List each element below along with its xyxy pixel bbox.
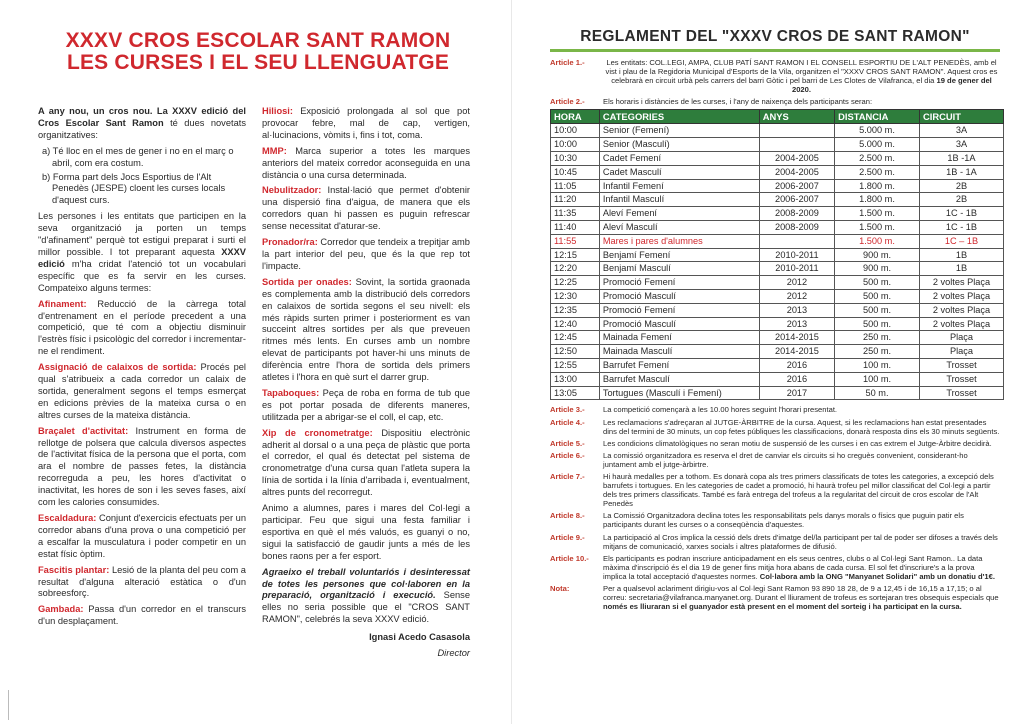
table-cell: 10:00 [551,138,600,152]
glossary-term: Braçalet d'activitat: [38,425,129,436]
glossary-term: Fascitis plantar: [38,564,110,575]
table-cell: 1.500 m. [835,221,920,235]
glossary-term: Sortida per onades: [262,276,352,287]
glossary-definition: Procés pel qual s'atribueix a cada corredor un calaix de sortida, generalment segons el temps esmerçat en edicions prèvies de la mateixa cursa o en altres curses de la mateixa distància. [38,362,246,420]
glossary-terms-1 [38,299,246,629]
article [550,533,1000,551]
thanks-bold: Agraeixo el treball voluntariós i desinteressat de totes les persones que col·laboren en la preparació, organització i execució. [262,566,470,601]
table-row [551,193,1004,207]
article-1-date: 19 de gener del 2020. [791,76,992,95]
table-cell: Aleví Masculí [599,221,759,235]
intro-lead: A any nou, un cros nou. [38,106,153,116]
table-cell: 10:45 [551,165,600,179]
table-cell: 2013 [759,303,834,317]
intro-paragraph [38,106,246,142]
glossary-term: Afinament: [38,298,87,309]
para2-bold: XXXV edició [38,246,246,269]
article-text [603,58,1000,94]
article-label: Article 3.- [550,405,585,415]
glossary-definition: Lesió de la planta del peu com a resultat d'alguna alteració estàtica o d'un sobreesforç. [38,564,246,599]
table-cell: 2006-2007 [759,179,834,193]
article-1-body: Les entitats: COL.LEGI, AMPA, CLUB PATÍ SANT RAMON I EL CONSELL ESPORTIU DE L'ALT PENEDÈS, amb el vist i plau de la Regidoria Municipal d'Esports de la Vila, organitzen el "XXXV CROS SANT RAMON". Aquest cros es celebrarà en circuit urbà pels carrers del barri Gòtic i pel barri de Les Clotes de Vilafranca, el dia [605,58,998,86]
glossary-definition: Instrument en forma de rellotge de polsera que calcula diversos aspectes de l'activitat física de la persona que el porta, com ara el nombre de passes fetes, la distància recorreguda a peu, les hores d'activitat o inactivitat, les hores de son i les seves fases, així com les calories consumides. [38,425,246,508]
table-cell: 100 m. [835,372,920,386]
table-header-row [551,110,1004,124]
table-cell: 13:00 [551,372,600,386]
table-row [551,276,1004,290]
schedule-table [550,109,1004,400]
table-cell: 11:20 [551,193,600,207]
table-cell [759,124,834,138]
glossary-entry [262,428,470,499]
table-row [551,234,1004,248]
table-cell: Barrufet Femení [599,359,759,373]
nota-body: Per a qualsevol aclariment dirigiu-vos al Col·legi Sant Ramon 93 890 18 28, de 9 a 12,45 i de 16,15 a 17,15; o al correu: secretaria@vilafranca.manyanet.org. Durant el lliurament de trofeus es sortejaran tres obsequis especials que [603,584,999,603]
table-row [551,248,1004,262]
table-cell: 12:30 [551,290,600,304]
glossary-entry [262,185,470,233]
table-cell: 1B - 1A [919,165,1003,179]
table-cell: 2010-2011 [759,248,834,262]
article [550,472,1000,508]
table-cell: Cadet Femení [599,152,759,166]
glossary-entry [262,388,470,424]
table-cell: Mares i pares d'alumnes [599,234,759,248]
title-line-1: XXXV CROS ESCOLAR SANT RAMON [65,29,451,52]
table-cell: 13:05 [551,386,600,400]
glossary-definition: Dispositiu electrònic adherit al dorsal o a una peça de plàstic que porta el corredor, el qual és detectat pel sistema de cronometratge d'una cursa quan l'atleta supera la línia de sortida i la línia d'arribada i, eventualment, altres punts del recorregut. [262,427,470,498]
glossary-entry [38,565,246,601]
article-2 [550,97,1000,106]
table-cell: 2008-2009 [759,207,834,221]
table-cell: Plaça [919,331,1003,345]
table-cell: 2B [919,179,1003,193]
para2-text: Les persones i les entitats que participen en la seva organització ja porten un temps "d'afinament" perquè tot estigui preparat i surti el millor possible. I tot preparant aquesta [38,211,246,257]
glossary-entry [38,604,246,628]
table-row [551,138,1004,152]
col-header-anys: ANYS [759,110,834,124]
table-row [551,152,1004,166]
table-cell: 12:20 [551,262,600,276]
articles-list [550,405,1000,550]
table-cell: 1B -1A [919,152,1003,166]
table-cell: 1C – 1B [919,234,1003,248]
table-cell: Infantil Femení [599,179,759,193]
article-text: La Comissió Organitzadora declina totes les responsabilitats pels danys morals o físics que puguin patir els participants durant les curses o a conseqüència d'aquestes. [603,511,964,530]
table-cell: 2017 [759,386,834,400]
right-page [512,0,1024,724]
rules-title: REGLAMENT DEL "XXXV CROS DE SANT RAMON" [580,28,970,45]
table-cell: 10:00 [551,124,600,138]
table-cell: 12:35 [551,303,600,317]
table-cell: 500 m. [835,317,920,331]
table-cell: Trosset [919,372,1003,386]
table-cell: 1C - 1B [919,207,1003,221]
article-text [603,554,1000,581]
table-cell: 1B [919,248,1003,262]
table-cell: 2004-2005 [759,165,834,179]
thanks-rest: Sense elles no seria possible que el "CROS SANT RAMON", celebrés la seva XXXV edició. [262,590,470,625]
title-underline [550,49,1000,52]
table-cell: 500 m. [835,303,920,317]
article-label: Article 9.- [550,532,585,542]
table-cell: 1.800 m. [835,193,920,207]
table-cell: 2013 [759,317,834,331]
article-text: La competició començarà a les 10.00 hores seguint l'horari presentat. [603,405,838,415]
col-header-categories: CATEGORIES [599,110,759,124]
glossary-term: Xip de cronometratge: [262,427,373,438]
table-cell: 12:50 [551,345,600,359]
article-text: La comissió organitzadora es reserva el dret de canviar els circuits si ho creguès convenient, considerant-ho juntament amb el jutge-àrbirtre. [603,450,968,469]
table-cell: 12:25 [551,276,600,290]
table-cell: 5.000 m. [835,124,920,138]
glossary-definition: Reducció de la càrrega total d'entrenament en el període precedent a una competició, que té com a objectiu disminuir l'estrès físic i psicològic del corredor i incrementar-ne el rendiment. [38,298,246,357]
table-cell: 2004-2005 [759,152,834,166]
table-cell: 2.500 m. [835,165,920,179]
article-1 [550,58,1000,94]
table-cell: 2012 [759,276,834,290]
table-cell: Mainada Masculí [599,345,759,359]
table-cell: 1.500 m. [835,207,920,221]
table-row [551,124,1004,138]
glossary-definition: Marca superior a totes les marques anteriors del mateix corredor aconseguida en una distància o una cursa determinada. [262,145,470,180]
nota-bold: només es lliuraran si el guanyador està present en el moment del sorteig i ha participat en la cursa. [603,602,962,612]
intro-paragraph-2 [38,211,246,294]
article [550,451,1000,469]
article [550,511,1000,529]
glossary-entry [38,299,246,359]
table-cell: 100 m. [835,359,920,373]
glossary-definition: Exposició prolongada al sol que pot provocar febre, mal de cap, vertigen, al·lucinacions, vòmits i, fins i tot, coma. [262,106,470,140]
table-cell: Promoció Masculí [599,317,759,331]
table-cell: 12:55 [551,359,600,373]
table-row [551,331,1004,345]
closing-paragraph: Animo a alumnes, pares i mares del Col·legi a participar. Feu que sigui una festa familiar i esportiva en què el més valuós, es guanyi o no, sigui la satisfacció de gaudir junts a més de les bones raons per a fer esport. [262,503,470,561]
table-cell: Trosset [919,359,1003,373]
table-cell: 500 m. [835,290,920,304]
table-cell: 2012 [759,290,834,304]
nota-label: Nota: [550,584,570,593]
table-cell: 1C - 1B [919,221,1003,235]
table-cell: Cadet Masculí [599,165,759,179]
table-cell: Plaça [919,345,1003,359]
table-cell: Senior (Masculí) [599,138,759,152]
table-row [551,179,1004,193]
table-cell: 2.500 m. [835,152,920,166]
table-cell: 12:40 [551,317,600,331]
novelties-list [38,146,246,208]
table-cell: 11:05 [551,179,600,193]
table-cell: 250 m. [835,331,920,345]
table-cell: 500 m. [835,276,920,290]
table-cell [759,138,834,152]
table-cell: 2 voltes Plaça [919,303,1003,317]
col-header-distancia: DISTANCIA [835,110,920,124]
glossary-definition: Passa d'un corredor en el transcurs d'un desplaçament. [38,604,246,627]
intro-edition: La XXXV edició del Cros Escolar Sant Ramon [38,106,246,128]
table-cell: 2016 [759,359,834,373]
glossary-terms-2 [262,106,470,499]
glossary-definition: Instal·lació que permet d'obtenir una dispersió fina d'aigua, de manera que els corredors quan hi passen es puguin refrescar sense necessitat d'aturar-se. [262,185,470,232]
article [550,405,1000,414]
glossary-definition: Peça de roba en forma de tub que es pot portar posada de diferents maneres, utilitzada per a abrigar-se el coll, el cap, etc. [262,387,470,422]
col-header-hora: HORA [551,110,600,124]
glossary-definition: Corredor que tendeix a trepitjar amb la part interior del peu, que és la que rep tot l'impacte. [262,237,470,271]
article-text: Els horaris i distàncies de les curses, i l'any de naixença dels participants seran: [603,97,873,107]
table-cell: Tortugues (Masculí i Femení) [599,386,759,400]
glossary-term: Escaldadura: [38,513,97,523]
article [550,418,1000,436]
article-text: La participació al Cros implica la cessió dels drets d'imatge del/la participant per tal de poder ser difoses a través dels mitjans de comunicació, xarxes socials i altres plataformes de difusió. [603,532,998,551]
article-label: Article 6.- [550,450,585,460]
table-cell: 3A [919,138,1003,152]
table-cell: 3A [919,124,1003,138]
left-title [38,30,478,74]
article-label: Article 4.- [550,417,585,427]
table-cell: 2 voltes Plaça [919,317,1003,331]
glossary-entry [38,362,246,422]
article-label: Article 1.- [550,58,585,67]
table-row [551,207,1004,221]
table-row [551,345,1004,359]
glossary-definition: Sovint, la sortida graonada es complementa amb la distribució dels corredors en calaixos de sortida segons el seu nivell: els més ràpids surten primer i posteriorment es van succeint altres sortides per als que preveuen ritmes més lents. En curses amb un nombre elevat de participants pot haver-hi uns minuts de diferència entre l'hora de sortida dels primers atletes i l'hora en què surt el darrer grup. [262,276,470,383]
table-row [551,303,1004,317]
table-cell: 2014-2015 [759,331,834,345]
table-cell: 2B [919,193,1003,207]
glossary-term: Gambada: [38,604,84,615]
article-text: Les condicions climatològiques no seran motiu de suspensió de les curses i en cas extrem el Jutge-Àrbitre decidirà. [603,438,992,448]
table-cell: 11:55 [551,234,600,248]
article-10-ong: Col·labora amb la ONG "Manyanet Solidari" amb un donatiu d'1€. [759,571,995,581]
article-label: Article 5.- [550,438,585,448]
list-item: b) Forma part dels Jocs Esportius de l'Alt Penedès (JESPE) cloent les curses locals d'aquest curs. [42,171,226,206]
para2-rest: m'ha cridat l'atenció tot un vocabulari específic que es fa servir en les curses. Compateixo alguns termes: [38,258,246,293]
column-1 [38,106,246,664]
glossary-term: Hiliosi: [262,106,293,116]
article-label: Article 8.- [550,511,585,521]
signature-role: Director [437,648,470,659]
article-label: Article 7.- [550,471,585,481]
table-cell: Benjamí Masculí [599,262,759,276]
glossary-term: Tapaboques: [262,387,320,398]
table-cell: 1B [919,262,1003,276]
article-10-body: Els participants es podran inscriure anticipadament en els seus centres, clubs o al Col·legi Sant Ramon.. La data màxima d'inscripció és el dia 19 de gener fins mitja hora abans de cada cursa. El sol fet d'inscriure's a la prova implica la total acceptació d'aquestes normes. [603,553,983,581]
table-cell: Barrufet Masculí [599,372,759,386]
table-cell: 2006-2007 [759,193,834,207]
table-cell: Promoció Femení [599,303,759,317]
table-cell: 12:15 [551,248,600,262]
table-row [551,359,1004,373]
nota [550,584,1000,611]
table-row [551,165,1004,179]
table-cell: 11:35 [551,207,600,221]
title-line-2: LES CURSES I EL SEU LLENGUATGE [66,51,450,74]
table-cell: 1.800 m. [835,179,920,193]
article-label: Article 2.- [550,97,585,107]
table-cell: 1.500 m. [835,234,920,248]
table-row [551,386,1004,400]
table-cell: 2010-2011 [759,262,834,276]
glossary-term: Pronador/ra: [262,237,318,248]
thanks-paragraph [262,567,470,627]
article-text: Hi haurà medalles per a tothom. Es donarà copa als tres primers classificats de totes les categories, a excepció dels barrufets i tortugues. En les categories de cadet a promoció, hi haurà trofeu pel millor classificat del Col·legi a partir dels tres primers classificats. També es farà entrega del trofeus a la regularitat del circuit de cros escolar de l'Alt Penedès [603,471,994,509]
table-cell: 10:30 [551,152,600,166]
list-item: a) Té lloc en el mes de gener i no en el març o abril, com era costum. [42,145,234,168]
table-cell: 12:45 [551,331,600,345]
table-row [551,372,1004,386]
table-row [551,317,1004,331]
table-cell: 11:40 [551,221,600,235]
table-cell: 2016 [759,372,834,386]
signature: Ignasi Acedo Casasola [369,632,470,643]
column-2 [262,106,470,664]
table-cell: Infantil Masculí [599,193,759,207]
article [550,439,1000,448]
article-label: Article 10.- [550,553,589,563]
glossary-entry [38,513,246,561]
table-cell: 5.000 m. [835,138,920,152]
intro-rest: té dues novetats organitzatives: [38,117,246,140]
table-cell: Aleví Femení [599,207,759,221]
table-cell: 900 m. [835,262,920,276]
table-cell: 250 m. [835,345,920,359]
glossary-term: MMP: [262,145,287,156]
table-cell: 900 m. [835,248,920,262]
glossary-term: Nebulitzador: [262,185,322,196]
table-cell: Benjamí Femení [599,248,759,262]
article-text: Les reclamacions s'adreçaran al JUTGE-ÀRBITRE de la cursa. Aquest, si les reclamacions han estat presentades dins del termini de 30 minuts, un cop fetes públiques les classificacions, donarà resposta dins els 30 minuts següents. [603,417,1000,436]
table-cell: 2 voltes Plaça [919,276,1003,290]
glossary-entry [262,106,470,142]
table-cell: Trosset [919,386,1003,400]
table-cell: 50 m. [835,386,920,400]
glossary-entry [262,237,470,273]
table-row [551,221,1004,235]
article-10 [550,554,1000,581]
table-cell: Senior (Femení) [599,124,759,138]
table-row [551,290,1004,304]
table-row [551,262,1004,276]
table-cell: 2 voltes Plaça [919,290,1003,304]
table-cell: 2014-2015 [759,345,834,359]
table-cell: 2008-2009 [759,221,834,235]
col-header-circuit: CIRCUIT [919,110,1003,124]
glossary-entry [38,426,246,509]
nota-text [603,584,1000,611]
schedule-body [551,124,1004,400]
table-cell: Promoció Masculí [599,290,759,304]
glossary-entry [262,277,470,384]
table-cell [759,234,834,248]
glossary-term: Assignació de calaixos de sortida: [38,362,197,373]
table-cell: Promoció Femení [599,276,759,290]
glossary-entry [262,146,470,182]
table-cell: Mainada Femení [599,331,759,345]
glossary-definition: Conjunt d'exercicis efectuats per un corredor abans d'una prova o una competició per a escalfar la musculatura i poder competir en un estat físic òptim. [38,513,246,559]
